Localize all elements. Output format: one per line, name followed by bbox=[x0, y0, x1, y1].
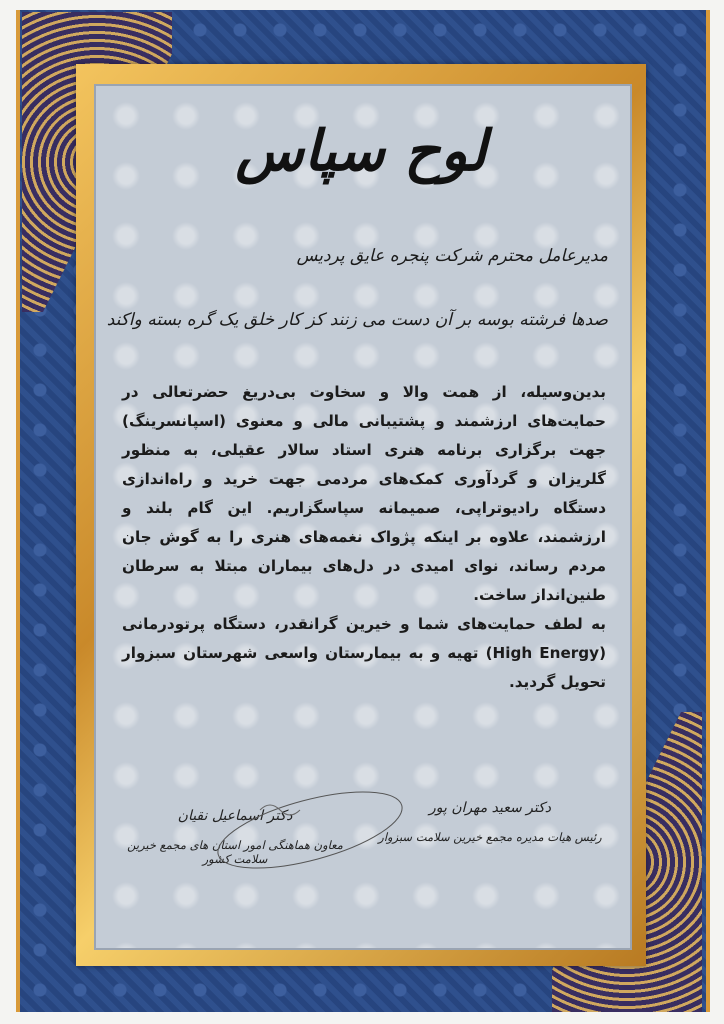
signatory-role: معاون هماهنگی امور استان های مجمع خیرین سلامت کشور bbox=[127, 838, 343, 866]
verse-second-hemistich: کز کار خلق یک گره بسته واکند bbox=[106, 310, 324, 330]
signatory-name: دکتر اسماعیل نقیان bbox=[177, 808, 293, 824]
certificate-body bbox=[122, 378, 606, 697]
body-paragraph: به لطف حمایت‌های شما و خیرین گرانقدر، دستگاه پرتودرمانی (High Energy) تهیه و به بیمارستان واسعی شهرستان سبزوار تحویل گردید. bbox=[122, 615, 607, 691]
body-paragraph: بدین‌وسیله، از همت والا و سخاوت بی‌دریغ حضرتعالی در حمایت‌های ارزشمند و پشتیبانی مالی و معنوی (اسپانسرینگ) جهت برگزاری برنامه هنری استاد سالار عقیلی، به منظور گلریزان و گردآوری کمک‌های مردمی جهت خرید و راه‌اندازی دستگاه رادیوتراپی، صمیمانه سپاسگزاریم. این گام بلند و ارزشمند، علاوه بر اینکه پژواک نغمه‌های هنری را به گوش جان مردم رساند، نوای امیدی در دل‌های بیماران مبتلا به سرطان طنین‌انداز ساخت. bbox=[122, 383, 606, 604]
signatory-role: رئیس هیات مدیره مجمع خیرین سلامت سبزوار bbox=[378, 830, 602, 844]
verse-first-hemistich: صدها فرشته بوسه بر آن دست می زنند bbox=[329, 310, 608, 330]
signature-block bbox=[370, 800, 610, 844]
addressee: مدیرعامل محترم شرکت پنجره عایق پردیس bbox=[296, 246, 608, 266]
certificate-title: لوح سپاس bbox=[235, 118, 487, 184]
signature-block bbox=[110, 808, 360, 866]
signatory-name: دکتر سعید مهران پور bbox=[429, 800, 551, 816]
